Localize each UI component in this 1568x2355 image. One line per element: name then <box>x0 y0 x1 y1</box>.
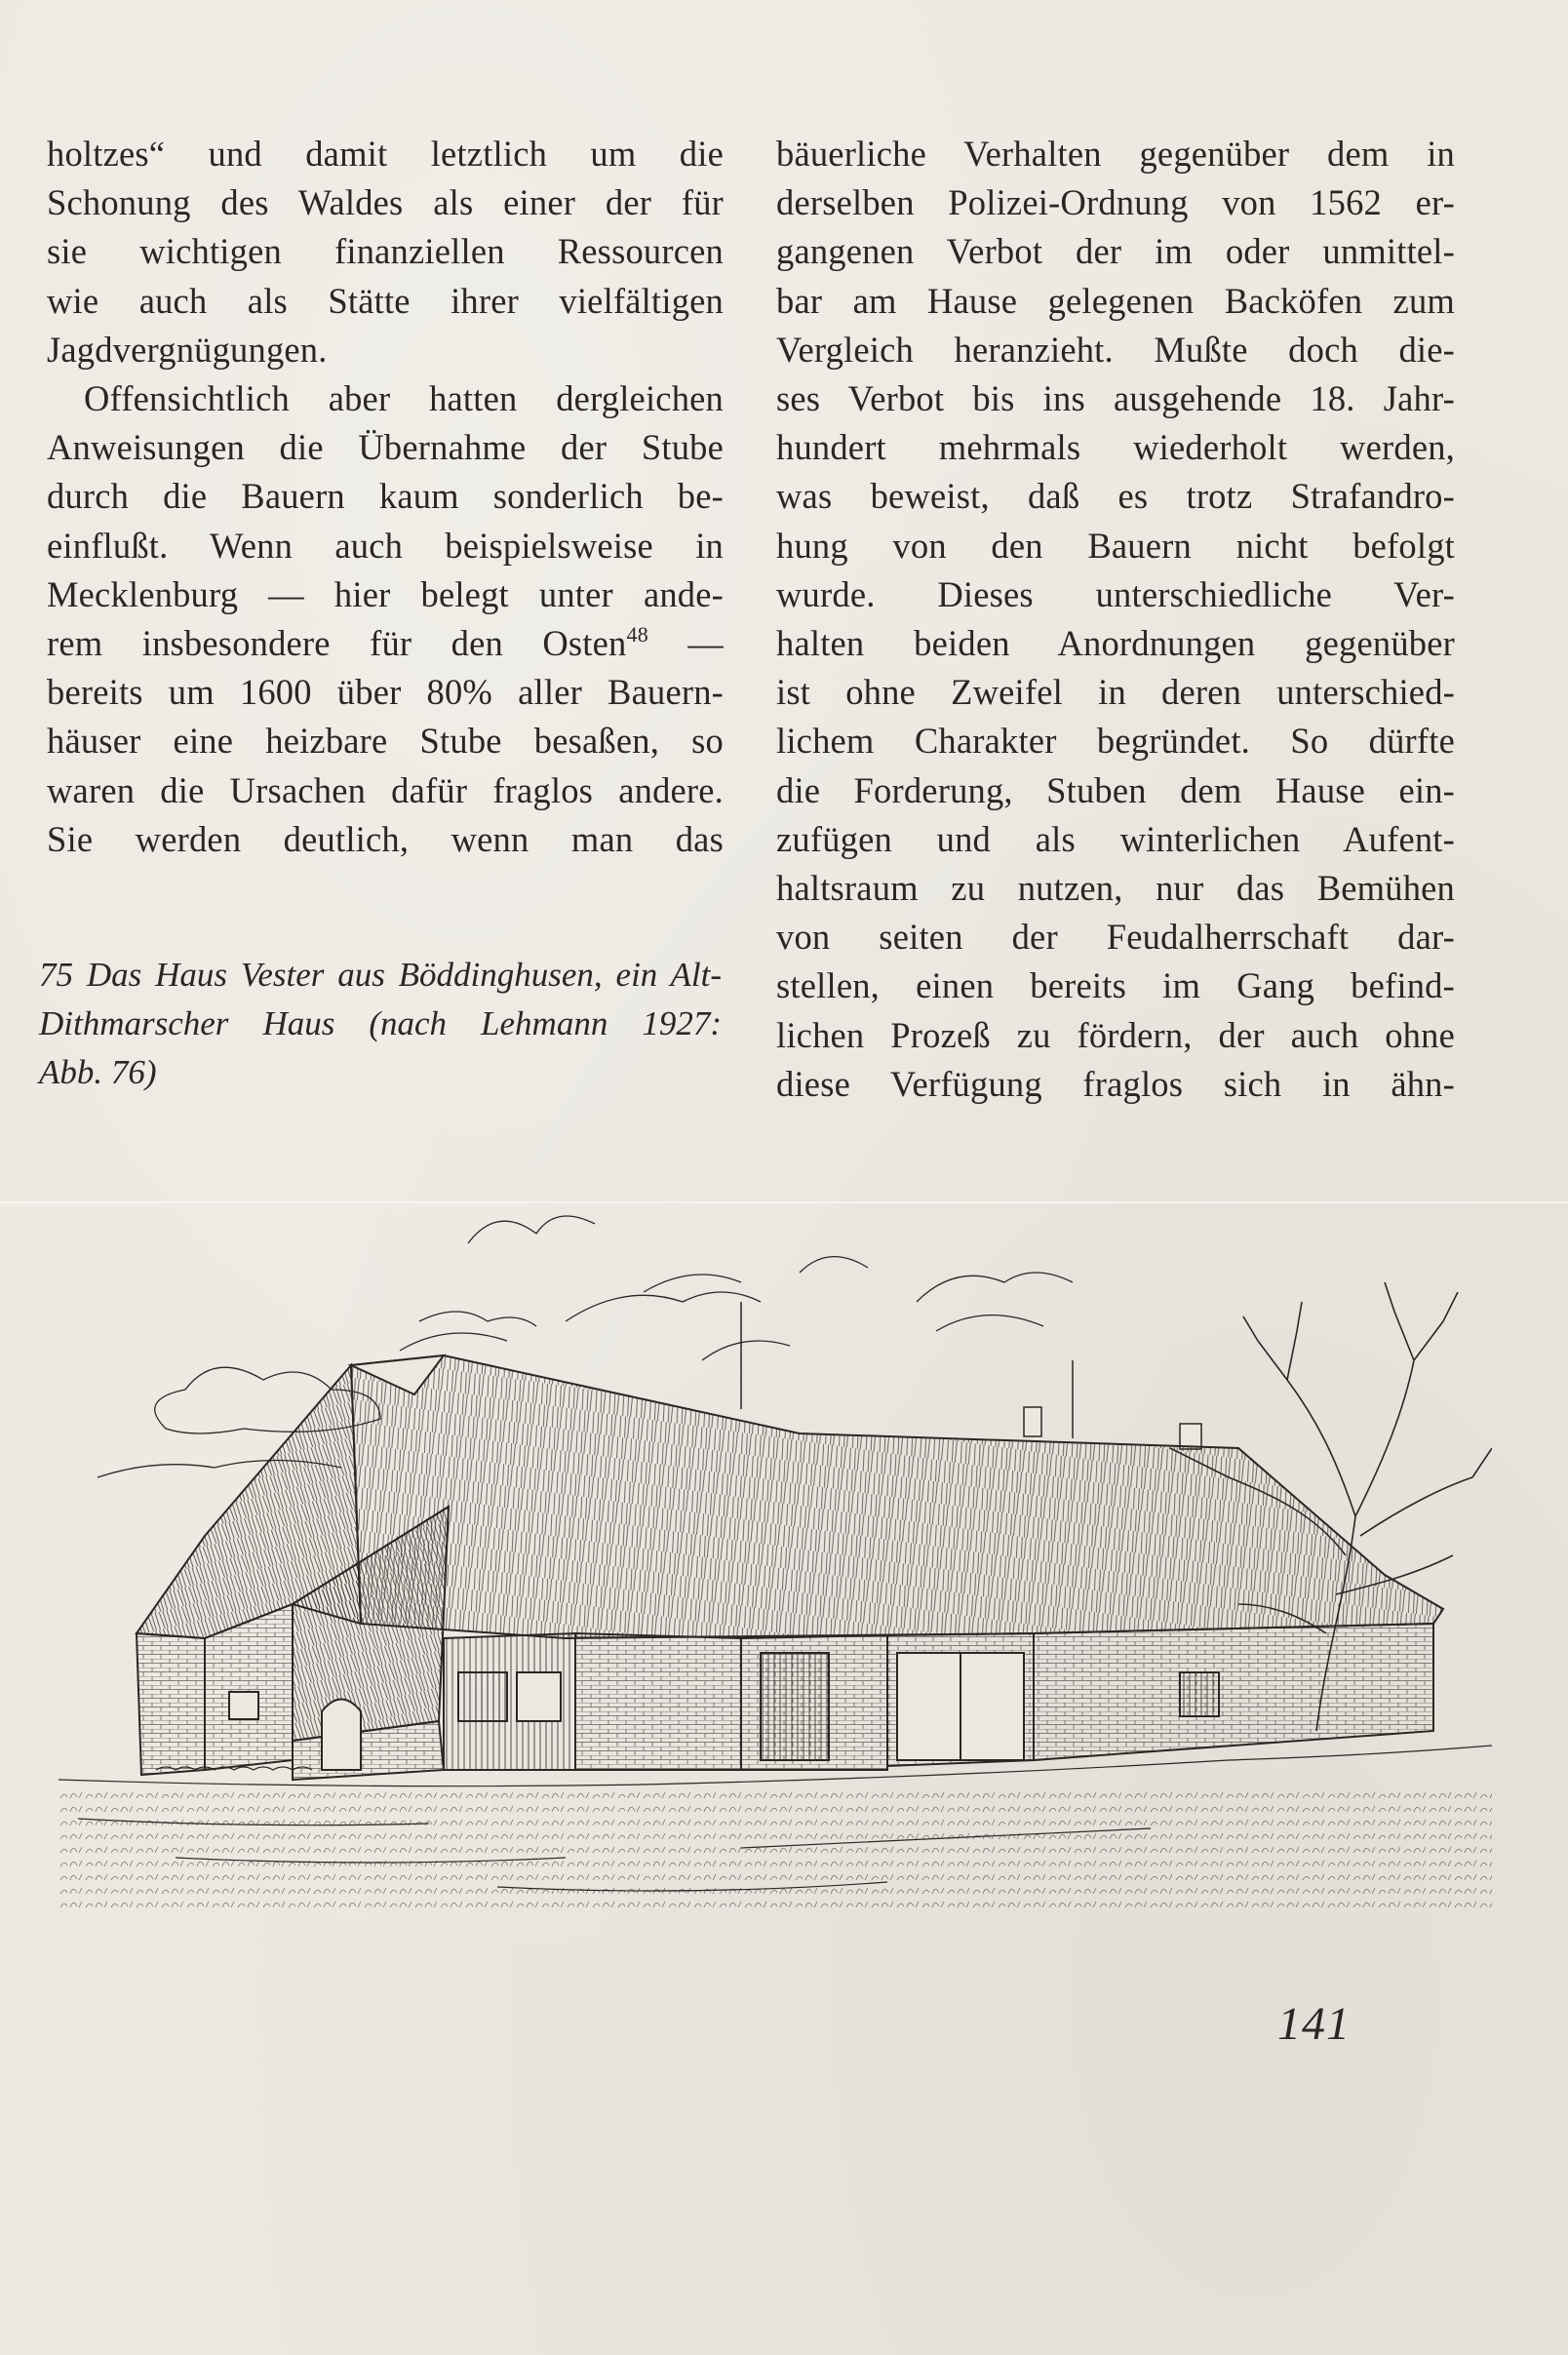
text-line: hung von den Bauern nicht befolgt <box>776 525 1455 566</box>
text-line: häuser eine heizbare Stube besaßen, so <box>47 721 724 762</box>
text-line: waren die Ursachen dafür fraglos andere. <box>47 769 724 810</box>
text-line: ist ohne Zweifel in deren unterschied- <box>776 672 1455 713</box>
caption-line: 75 Das Haus Vester aus Böddinghusen, ein Alt- <box>39 956 722 994</box>
text-line: bar am Hause gelegenen Backöfen zum <box>776 280 1455 321</box>
text-line: derselben Polizei-Ordnung von 1562 er- <box>776 182 1455 223</box>
text-line: Schonung des Waldes als einer der für <box>47 182 724 223</box>
left-text-column <box>47 130 724 864</box>
text-line: wurde. Dieses unterschiedliche Ver- <box>776 573 1455 614</box>
text-line: hundert mehrmals wiederholt werden, <box>776 427 1455 468</box>
text-line: ses Verbot bis ins ausgehende 18. Jahr- <box>776 378 1455 419</box>
text-line: Sie werden deutlich, wenn man das <box>47 818 724 859</box>
text-line: Offensichtlich aber hatten dergleichen <box>84 378 724 419</box>
text-line: wie auch als Stätte ihrer vielfältigen <box>47 280 724 321</box>
footnote-reference: 48 <box>626 622 648 648</box>
text-line: Vergleich heranzieht. Mußte doch die- <box>776 329 1455 370</box>
text-line: lichen Prozeß zu fördern, der auch ohne <box>776 1014 1455 1055</box>
text-line: haltsraum zu nutzen, nur das Bemühen <box>776 868 1455 909</box>
text-fragment: — <box>647 623 725 664</box>
caption-line: Dithmarscher Haus (nach Lehmann 1927: <box>39 1004 722 1042</box>
farmhouse-illustration <box>59 1185 1492 1955</box>
page-number: 141 <box>1277 1998 1351 2050</box>
text-line: was beweist, daß es trotz Strafandro- <box>776 476 1455 517</box>
text-line: lichem Charakter begründet. So dürfte <box>776 721 1455 762</box>
text-line: zufügen und als winterlichen Aufent- <box>776 818 1455 859</box>
text-line: die Forderung, Stuben dem Hause ein- <box>776 769 1455 810</box>
text-line: holtzes“ und damit letztlich um die <box>47 134 724 174</box>
text-fragment: rem insbesondere für den Osten <box>47 623 627 664</box>
right-text-column <box>776 130 1455 1109</box>
text-line: bereits um 1600 über 80% aller Bauern- <box>47 672 724 713</box>
text-line: halten beiden Anordnungen gegenüber <box>776 623 1455 664</box>
text-line: bäuerliche Verhalten gegenüber dem in <box>776 134 1455 174</box>
chimneys <box>741 1302 1201 1449</box>
text-line: von seiten der Feudalherrschaft dar- <box>776 917 1455 958</box>
text-line: sie wichtigen finanziellen Ressourcen <box>47 231 724 272</box>
caption-line: Abb. 76) <box>39 1053 157 1091</box>
text-line: Anweisungen die Übernahme der Stube <box>47 427 724 468</box>
text-line-with-footnote <box>47 619 724 668</box>
text-line: diese Verfügung fraglos sich in ähn- <box>776 1063 1455 1104</box>
text-line: einflußt. Wenn auch beispielsweise in <box>47 525 724 566</box>
text-line: Mecklenburg — hier belegt unter ande- <box>47 573 724 614</box>
text-line: durch die Bauern kaum sonderlich be- <box>47 476 724 517</box>
text-line: gangenen Verbot der im oder unmittel- <box>776 231 1455 272</box>
figure-caption <box>39 951 722 1097</box>
text-line: stellen, einen bereits im Gang befind- <box>776 965 1455 1006</box>
text-line: Jagdvergnügungen. <box>47 329 328 370</box>
